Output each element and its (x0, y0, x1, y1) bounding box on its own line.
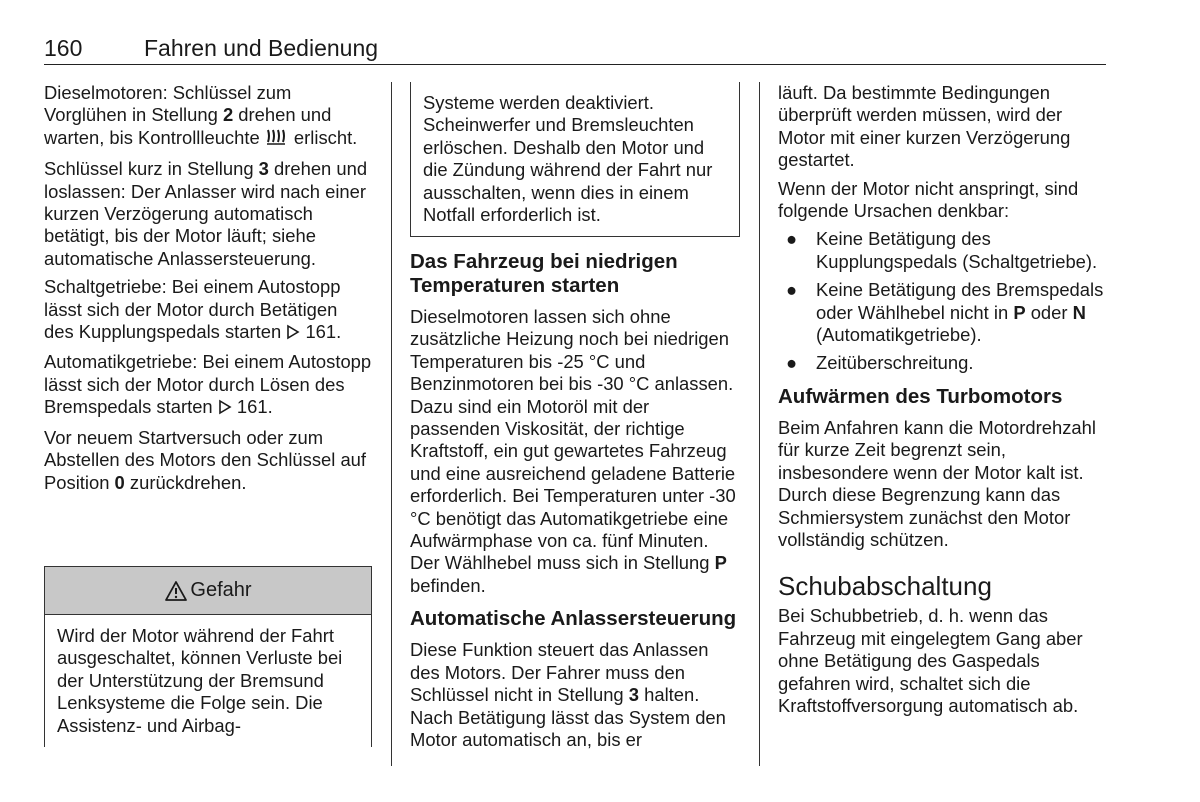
heading-auto-starter: Automatische Anlassersteuerung (410, 607, 737, 631)
danger-header (45, 567, 371, 615)
danger-title: Gefahr (190, 579, 252, 601)
page-header (44, 34, 1106, 65)
column-divider-1 (391, 82, 392, 766)
column-2 (410, 250, 740, 757)
paragraph-turbo-warmup: Beim Anfahren kann die Motordrehzahl für kurze Zeit begrenzt sein, insbesondere wenn der Motor kalt ist. Durch diese Begrenzung kann das Schmiersystem zunächst den Motor vollständig schützen. (778, 416, 1096, 550)
bullet: ● (786, 279, 798, 301)
danger-text: Wird der Motor während der Fahrt ausgeschaltet, können Verluste bei der Unterstützung der Bremsund Lenksysteme die Folge sein. Die Assistenz- und Airbag- (57, 625, 343, 736)
bullet: ● (786, 228, 798, 250)
page-reference-arrow-icon (286, 323, 300, 345)
causes-list (778, 228, 1108, 374)
list-item: ● Keine Betätigung des Kupplungspedals (Schaltgetriebe). (786, 228, 1098, 272)
list-item: ● Keine Betätigung des Bremspedals oder Wählhebel nicht in P oder N (Automatikgetriebe). (786, 279, 1104, 346)
paragraph-preglow: Dieselmotoren: Schlüssel zum Vorglühen in Stellung 2 drehen und warten, bis Kontrollleuchte erlischt. (44, 82, 372, 152)
page-reference-link[interactable]: 161. (236, 396, 273, 418)
column-3 (778, 82, 1108, 723)
paragraph-fuel-cutoff: Bei Schubbetrieb, d. h. wenn das Fahrzeug mit eingelegtem Gang aber ohne Betätigung des Gaspedals gefahren wird, schaltet sich die Kraftstoffversorgung automatisch ab. (778, 605, 1083, 716)
heading-cold-start: Das Fahrzeug bei niedrigen Temperaturen starten (410, 250, 678, 297)
paragraph-automatic-autostop: Automatikgetriebe: Bei einem Autostopp lässt sich der Motor durch Lösen des Bremspedals starten 161. (44, 351, 372, 420)
paragraph-auto-starter: Diese Funktion steuert das Anlassen des Motors. Der Fahrer muss den Schlüssel nicht in Stellung 3 halten. Nach Betätigung lässt das System den Motor automatisch an, bis er (410, 639, 726, 750)
glow-plug-icon (265, 127, 289, 152)
page-reference-arrow-icon (218, 398, 232, 420)
paragraph-cold-start: Dieselmotoren lassen sich ohne zusätzliche Heizung noch bei niedrigen Temperaturen bis -25 °C und Benzinmotoren bei bis -30 °C anlassen. Dazu sind ein Motoröl mit der passenden Viskosität, der richtige Kraftstoff, ein gut gewartetes Fahrzeug und eine ausreichend geladene Batterie erforderlich. Bei Temperaturen unter -30 °C benötigt das Automatikgetriebe eine Aufwärmphase von ca. fünf Minuten. Der Wählhebel muss sich in Stellung P befinden. (410, 306, 736, 596)
paragraph-restart: Vor neuem Startversuch oder zum Abstellen des Motors den Schlüssel auf Position 0 zurückdrehen. (44, 426, 367, 493)
column-divider-2 (759, 82, 760, 766)
warning-triangle-icon (164, 580, 188, 602)
list-item: ● Zeitüberschreitung. (786, 352, 974, 374)
paragraph-causes-intro: Wenn der Motor nicht anspringt, sind folgende Ursachen denkbar: (778, 177, 1079, 222)
bullet: ● (786, 352, 798, 374)
paragraph-starts: läuft. Da bestimmte Bedingungen überprüft werden müssen, wird der Motor mit einer kurzen Verzögerung gestartet. (778, 82, 1071, 171)
danger-text-continued: Systeme werden deaktiviert. Scheinwerfer und Bremsleuchten erlöschen. Deshalb den Motor und die Zündung während der Fahrt nur ausschalten, wenn dies in einem Notfall erforderlich ist. (423, 92, 713, 226)
paragraph-start-key: Schlüssel kurz in Stellung 3 drehen und loslassen: Der Anlasser wird nach einer kurzen Verzögerung automatisch betätigt, bis der Motor läuft; siehe automatische Anlassersteuerung. (44, 158, 368, 269)
section-title: Fahren und Bedienung (144, 35, 379, 61)
heading-turbo-warmup: Aufwärmen des Turbomotors (778, 384, 1063, 408)
paragraph-manual-autostop: Schaltgetriebe: Bei einem Autostopp lässt sich der Motor durch Betätigen des Kupplungspedals starten 161. (44, 276, 372, 345)
column-1 (44, 82, 372, 500)
heading-fuel-cutoff: Schubabschaltung (778, 571, 992, 602)
danger-box-continued (410, 82, 740, 237)
page-number: 160 (44, 35, 83, 61)
page-reference-link[interactable]: 161. (305, 321, 342, 343)
danger-box (44, 566, 372, 747)
